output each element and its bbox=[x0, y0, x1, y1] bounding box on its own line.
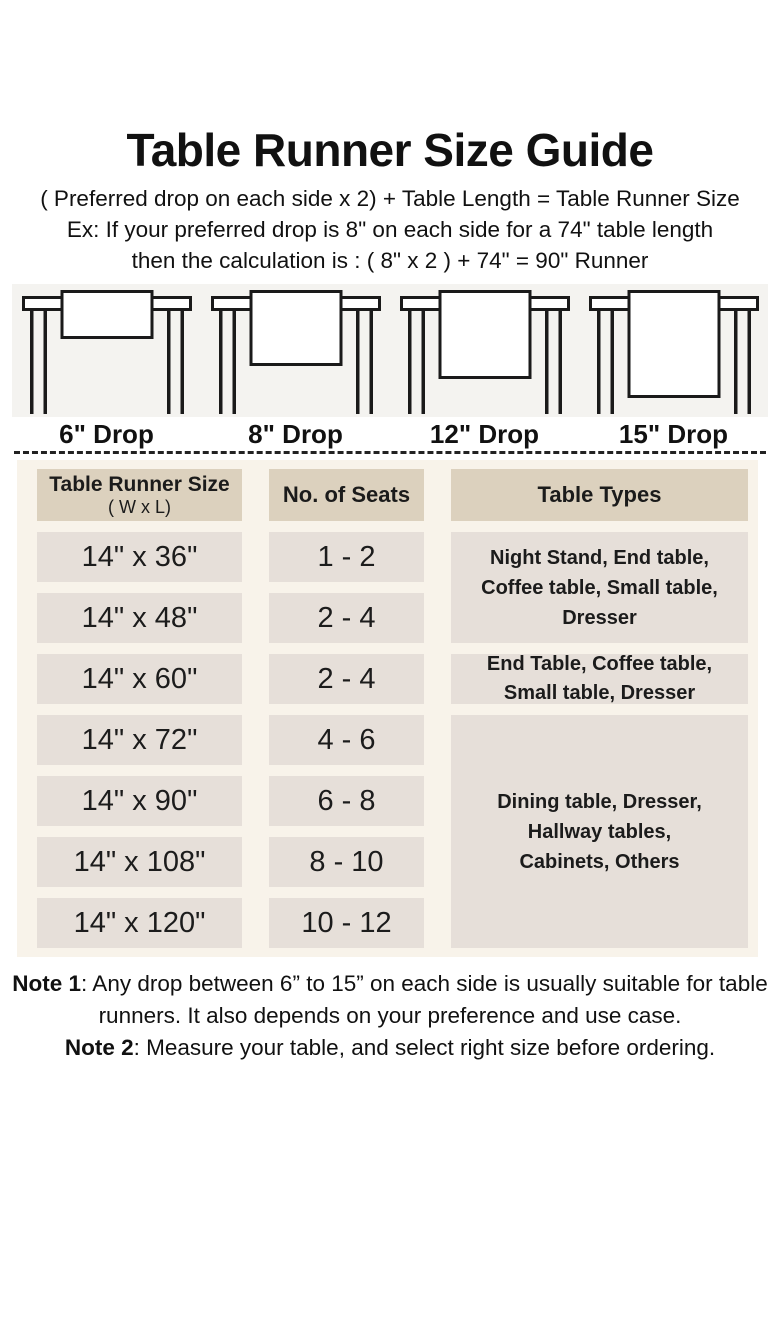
seats-cell-48: 2 - 4 bbox=[269, 593, 424, 643]
drop-label-15: 15" Drop bbox=[618, 419, 729, 450]
drop-label-8: 8" Drop bbox=[248, 419, 343, 450]
drop-illustration-12 bbox=[390, 284, 579, 449]
example-line-1: Ex: If your preferred drop is 8" on each side for a 74" table length bbox=[66, 217, 714, 243]
table-runner-12-drop-icon bbox=[400, 284, 570, 417]
size-cell-90: 14" x 90" bbox=[37, 776, 242, 826]
drop-label-12: 12" Drop bbox=[429, 419, 540, 450]
size-cell-108: 14" x 108" bbox=[37, 837, 242, 887]
size-cell-120: 14" x 120" bbox=[37, 898, 242, 948]
drop-illustrations-row bbox=[12, 284, 768, 449]
note-1-text: : Any drop between 6” to 15” on each side is usually suitable for table runners. It also depends on your preference and use case. bbox=[81, 971, 768, 1028]
note-2 bbox=[9, 1032, 771, 1064]
note-1 bbox=[9, 968, 771, 1032]
size-cell-48: 14" x 48" bbox=[37, 593, 242, 643]
drop-label-6: 6" Drop bbox=[59, 419, 154, 450]
column-header-table-types: Table Types bbox=[451, 469, 748, 521]
note-1-label: Note 1 bbox=[12, 971, 82, 997]
note-2-label: Note 2 bbox=[64, 1034, 134, 1060]
note-2-text: : Measure your table, and select right size before ordering. bbox=[133, 1034, 716, 1060]
page-title: Table Runner Size Guide bbox=[126, 124, 654, 176]
table-types-group-3: Dining table, Dresser, Hallway tables, Cabinets, Others bbox=[451, 715, 748, 948]
drop-illustration-15 bbox=[579, 284, 768, 449]
table-types-group-1: Night Stand, End table, Coffee table, Small table, Dresser bbox=[451, 532, 748, 643]
table-runner-8-drop-icon bbox=[211, 284, 381, 417]
size-guide-table bbox=[17, 460, 758, 957]
column-header-runner-size-subtitle: ( W x L) bbox=[108, 496, 171, 517]
seats-cell-36: 1 - 2 bbox=[269, 532, 424, 582]
size-cell-36: 14" x 36" bbox=[37, 532, 242, 582]
size-cell-72: 14" x 72" bbox=[37, 715, 242, 765]
column-header-seats: No. of Seats bbox=[269, 469, 424, 521]
table-types-group-2: End Table, Coffee table, Small table, Dresser bbox=[451, 654, 748, 704]
seats-cell-90: 6 - 8 bbox=[269, 776, 424, 826]
table-runner-15-drop-icon bbox=[589, 284, 759, 417]
seats-cell-108: 8 - 10 bbox=[269, 837, 424, 887]
seats-cell-72: 4 - 6 bbox=[269, 715, 424, 765]
seats-cell-60: 2 - 4 bbox=[269, 654, 424, 704]
drop-illustration-8 bbox=[201, 284, 390, 449]
formula-text: ( Preferred drop on each side x 2) + Table Length = Table Runner Size bbox=[40, 186, 740, 212]
column-header-runner-size bbox=[37, 469, 242, 521]
drop-illustration-6 bbox=[12, 284, 201, 449]
seats-cell-120: 10 - 12 bbox=[269, 898, 424, 948]
table-runner-6-drop-icon bbox=[22, 284, 192, 417]
table-runner-size-guide-page bbox=[0, 126, 780, 1064]
notes bbox=[9, 968, 771, 1064]
example-line-2: then the calculation is : ( 8" x 2 ) + 74" = 90" Runner bbox=[131, 248, 649, 274]
column-header-runner-size-title: Table Runner Size bbox=[49, 472, 230, 496]
size-cell-60: 14" x 60" bbox=[37, 654, 242, 704]
dashed-divider bbox=[14, 451, 766, 454]
